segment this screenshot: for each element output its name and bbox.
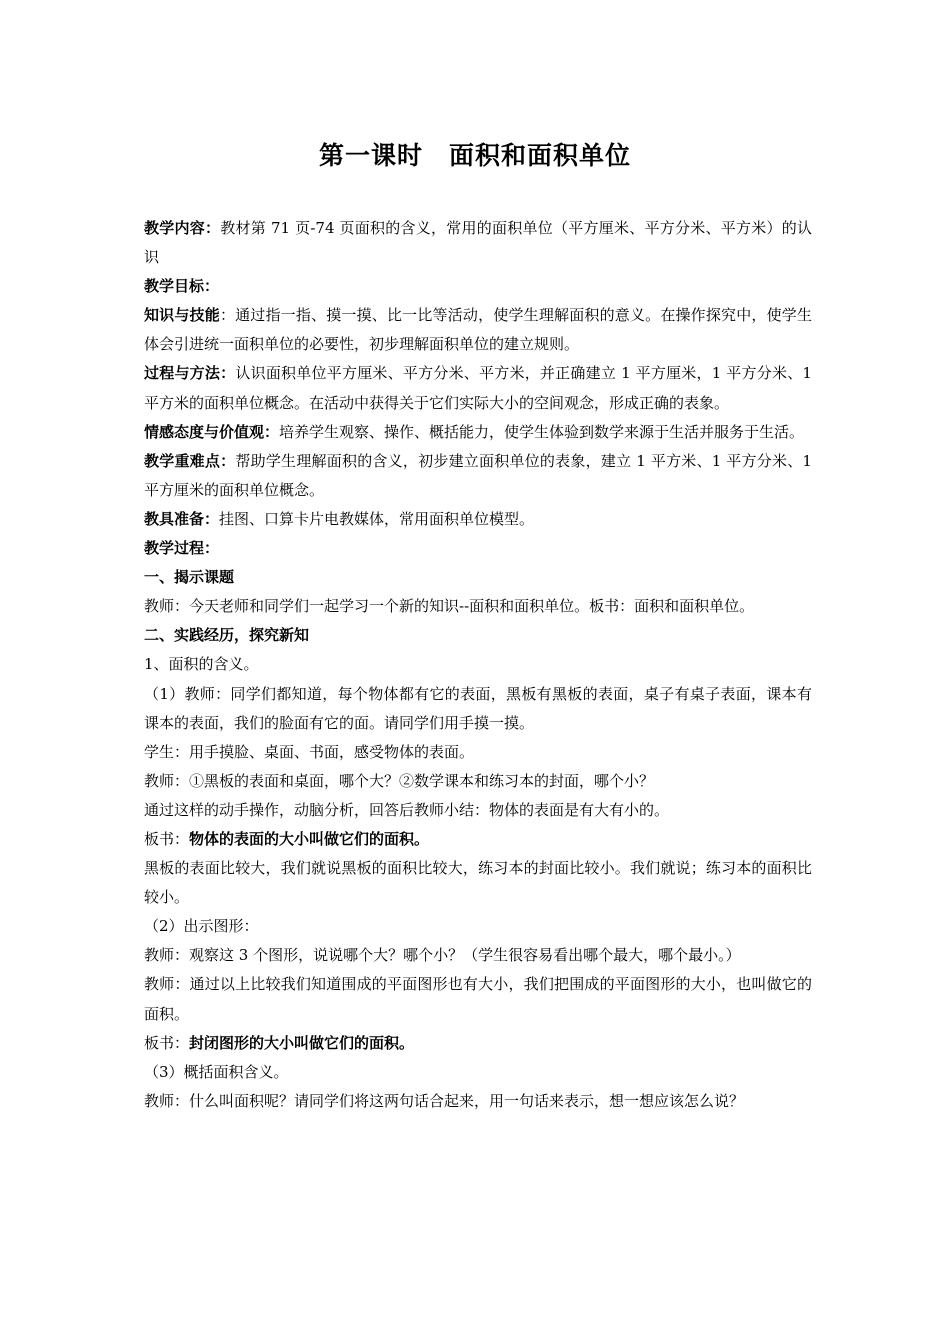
paragraph <box>144 854 812 912</box>
paragraph <box>144 1087 812 1116</box>
paragraph <box>144 447 812 505</box>
paragraph-label: 教具准备： <box>144 509 220 528</box>
paragraph-label: 一、揭示课题 <box>144 568 235 587</box>
paragraph <box>144 796 812 825</box>
paragraph-text: 学生：用手摸脸、桌面、书面，感受物体的表面。 <box>144 742 475 761</box>
paragraph-label: 过程与方法： <box>144 364 236 383</box>
paragraph-label: 教学重难点： <box>144 451 236 470</box>
paragraph <box>144 650 812 679</box>
paragraph <box>144 301 812 359</box>
paragraph <box>144 272 812 301</box>
paragraph <box>144 970 812 1028</box>
paragraph <box>144 767 812 796</box>
paragraph <box>144 825 812 854</box>
paragraph-label: 教学目标： <box>144 277 220 296</box>
paragraph-label: 教学过程： <box>144 539 220 558</box>
paragraph-text: 教师：什么叫面积呢？请同学们将这两句话合起来，用一句话来表示，想一想应该怎么说？ <box>144 1091 745 1110</box>
paragraph-label: 知识与技能 <box>144 306 220 325</box>
paragraph-text: 1、面积的含义。 <box>144 655 259 674</box>
paragraph-text: 培养学生观察、操作、概括能力，使学生体验到数学来源于生活并服务于生活。 <box>279 422 805 441</box>
document-body <box>144 214 812 1116</box>
paragraph-text: 通过这样的动手操作，动脑分析，回答后教师小结：物体的表面是有大有小的。 <box>144 800 670 819</box>
paragraph-text: 板书： <box>144 1033 190 1052</box>
paragraph-text: 教师：今天老师和同学们一起学习一个新的知识--面积和面积单位。板书：面积和面积单位。 <box>144 597 755 616</box>
paragraph <box>144 534 812 563</box>
paragraph-text: 帮助学生理解面积的含义，初步建立面积单位的表象，建立 1 平方米、1 平方分米、1 平方厘米的面积单位概念。 <box>144 451 812 499</box>
paragraph-text: 板书： <box>144 829 190 848</box>
paragraph <box>144 214 812 272</box>
paragraph-text: （2）出示图形： <box>144 917 259 936</box>
paragraph <box>144 941 812 970</box>
paragraph <box>144 505 812 534</box>
paragraph-label: 二、实践经历，探究新知 <box>144 626 310 645</box>
paragraph-text: ：通过指一指、摸一摸、比一比等活动，使学生理解面积的意义。在操作探究中，使学生体会引进统一面积单位的必要性，初步理解面积单位的建立规则。 <box>144 306 812 354</box>
paragraph <box>144 359 812 417</box>
paragraph-text: （1）教师：同学们都知道，每个物体都有它的表面，黑板有黑板的表面，桌子有桌子表面，课本有课本的表面，我们的脸面有它的面。请同学们用手摸一摸。 <box>144 684 812 732</box>
paragraph-emphasis: 封闭图形的大小叫做它们的面积。 <box>189 1033 415 1052</box>
paragraph-text: 教材第 71 页-74 页面积的含义，常用的面积单位（平方厘米、平方分米、平方米）的认识 <box>144 219 812 267</box>
paragraph-text: （3）概括面积含义。 <box>144 1062 289 1081</box>
paragraph-text: 挂图、口算卡片电教媒体，常用面积单位模型。 <box>219 509 535 528</box>
paragraph-text: 教师：①黑板的表面和桌面，哪个大？②数学课本和练习本的封面，哪个小？ <box>144 771 655 790</box>
paragraph <box>144 738 812 767</box>
paragraph-text: 黑板的表面比较大，我们就说黑板的面积比较大，练习本的封面比较小。我们就说；练习本的面积比较小。 <box>144 859 812 907</box>
paragraph <box>144 563 812 592</box>
paragraph <box>144 912 812 941</box>
paragraph-text: 教师：观察这 3 个图形，说说哪个大？哪个小？（学生很容易看出哪个最大，哪个最小。） <box>144 946 741 965</box>
paragraph <box>144 621 812 650</box>
paragraph <box>144 418 812 447</box>
paragraph-text: 教师：通过以上比较我们知道围成的平面图形也有大小，我们把围成的平面图形的大小，也叫做它的面积。 <box>144 975 812 1023</box>
paragraph <box>144 592 812 621</box>
paragraph-text: 认识面积单位平方厘米、平方分米、平方米，并正确建立 1 平方厘米，1 平方分米、1 平方米的面积单位概念。在活动中获得关于它们实际大小的空间观念，形成正确的表象。 <box>144 364 812 412</box>
paragraph <box>144 1029 812 1058</box>
page-title: 第一课时 面积和面积单位 <box>318 141 631 170</box>
paragraph-emphasis: 物体的表面的大小叫做它们的面积。 <box>189 829 430 848</box>
paragraph <box>144 1058 812 1087</box>
paragraph-label: 教学内容： <box>144 219 221 237</box>
paragraph-label: 情感态度与价值观： <box>144 422 280 441</box>
paragraph <box>144 680 812 738</box>
